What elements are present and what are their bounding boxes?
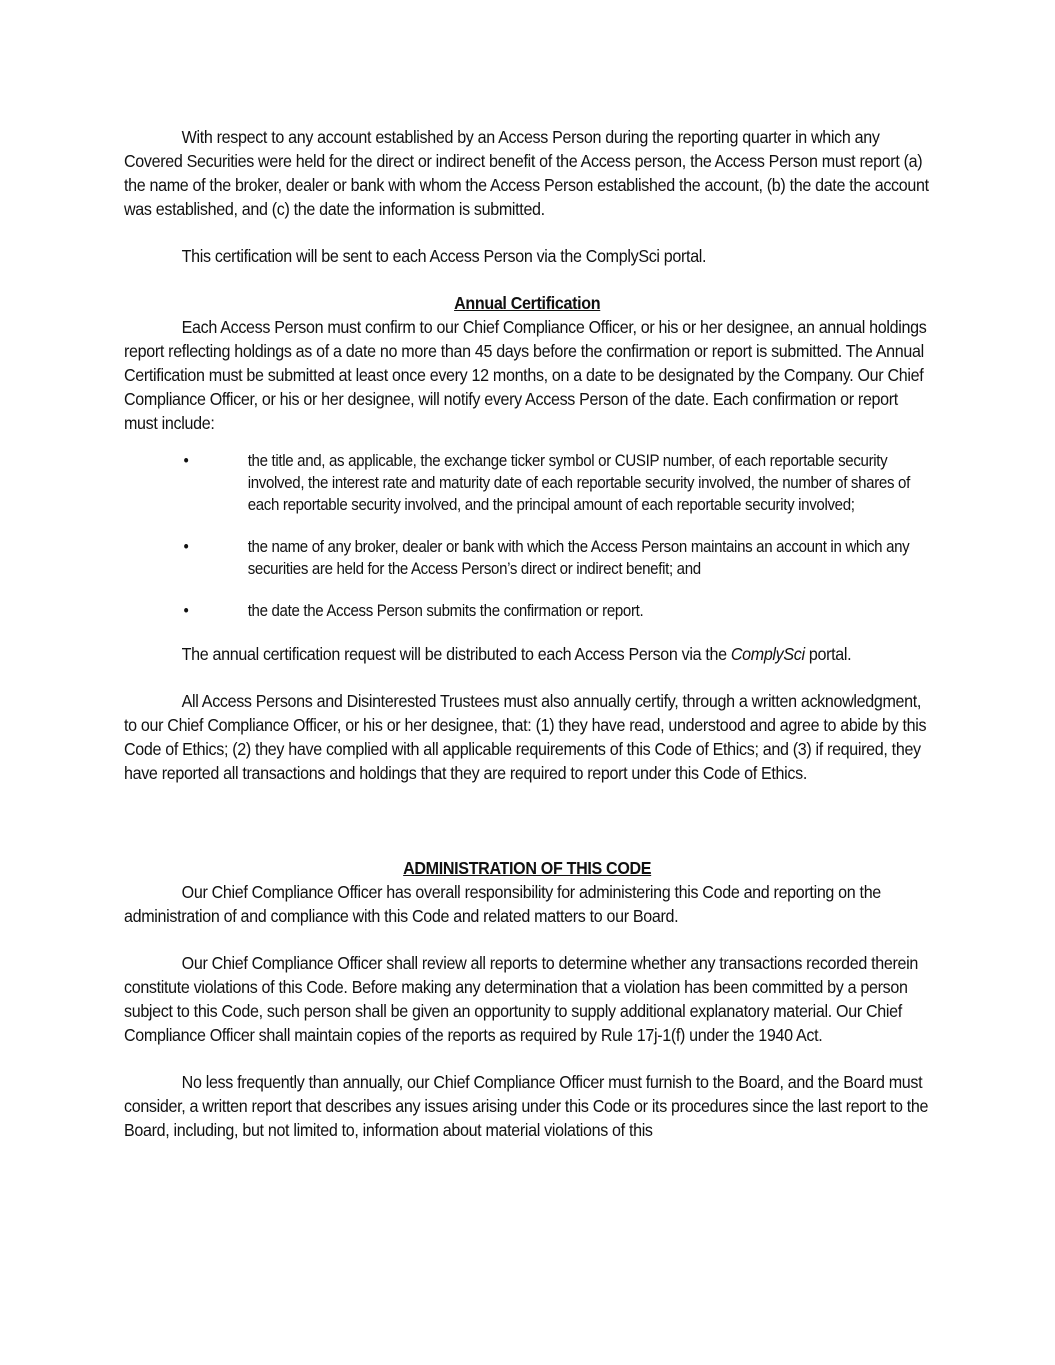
administration-review-paragraph: Our Chief Compliance Officer shall review all reports to determine whether any transactions recorded therein constitute violations of this Code. Before making any determination that a violation has been committed by a person subject to this Code, such person shall be given an opportunity to supply additional explanatory material. Our Chief Compliance Officer shall maintain copies of the reports as required by Rule 17j-1(f) under the 1940 Act. <box>124 953 919 1045</box>
bullet-icon: • <box>183 452 189 470</box>
administration-heading: ADMINISTRATION OF THIS CODE <box>403 858 652 878</box>
annual-certification-heading: Annual Certification <box>454 293 601 313</box>
list-item <box>124 536 930 580</box>
distribution-text-after: portal. <box>804 644 852 664</box>
list-item <box>124 450 930 516</box>
report-requirements-list <box>124 450 930 622</box>
account-reporting-paragraph: With respect to any account established by an Access Person during the reporting quarter in which any Covered Securities were held for the direct or indirect benefit of the Access person, the Access Person must report (a) the name of the broker, dealer or bank with whom the Access Person established the account, (b) the date the account was established, and (c) the date the information is submitted. <box>124 127 929 219</box>
bullet-icon: • <box>183 602 189 620</box>
list-item-text: the title and, as applicable, the exchange ticker symbol or CUSIP number, of each reportable security involved, the interest rate and maturity date of each reportable security involved, the number of shares of each reportable security involved, and the principal amount of each reportable security involved; <box>247 452 910 514</box>
document-body <box>124 125 930 1142</box>
list-item-text: the date the Access Person submits the confirmation or report. <box>247 602 644 620</box>
annual-distribution-paragraph <box>124 642 930 666</box>
administration-report-paragraph: No less frequently than annually, our Chief Compliance Officer must furnish to the Board, and the Board must consider, a written report that describes any issues arising under this Code or its procedures since the last report to the Board, including, but not limited to, information about material violations of this <box>124 1072 929 1140</box>
certification-portal-paragraph: This certification will be sent to each Access Person via the ComplySci portal. <box>181 246 707 266</box>
list-item-text: the name of any broker, dealer or bank with which the Access Person maintains an account in which any securities are held for the Access Person’s direct or indirect benefit; and <box>247 538 910 578</box>
list-item <box>124 600 930 622</box>
administration-responsibility-paragraph: Our Chief Compliance Officer has overall responsibility for administering this Code and reporting on the administration of and compliance with this Code and related matters to our Board. <box>124 882 881 926</box>
complysci-italic: ComplySci <box>730 644 805 664</box>
annual-certification-intro: Each Access Person must confirm to our Chief Compliance Officer, or his or her designee, an annual holdings report reflecting holdings as of a date no more than 45 days before the confirmation or report is submitted. The Annual Certification must be submitted at least once every 12 months, on a date to be designated by the Company. Our Chief Compliance Officer, or his or her designee, will notify every Access Person of the date. Each confirmation or report must include: <box>124 317 927 433</box>
acknowledgment-paragraph: All Access Persons and Disinterested Trustees must also annually certify, through a written acknowledgment, to our Chief Compliance Officer, or his or her designee, that: (1) they have read, understood and agree to abide by this Code of Ethics; (2) they have complied with all applicable requirements of this Code of Ethics; and (3) if required, they have reported all transactions and holdings that they are required to report under this Code of Ethics. <box>124 691 927 783</box>
distribution-text-before: The annual certification request will be distributed to each Access Person via the <box>181 644 731 664</box>
bullet-icon: • <box>183 538 189 556</box>
